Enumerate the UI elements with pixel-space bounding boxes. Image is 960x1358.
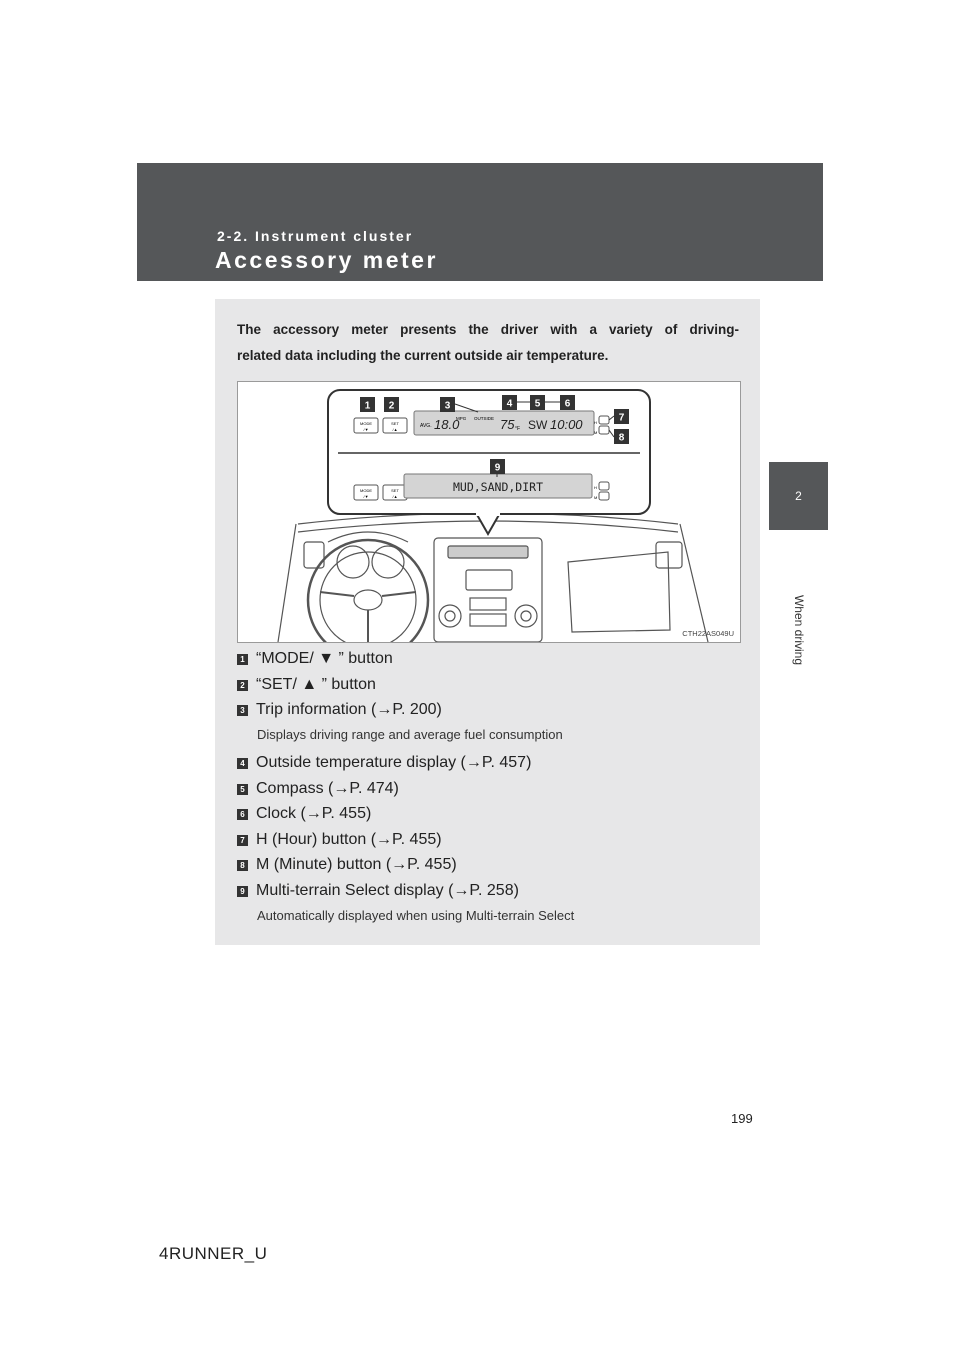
item-number: 3 [237, 705, 248, 716]
page-title: Accessory meter [215, 247, 438, 273]
outside-label: OUTSIDE [474, 416, 495, 421]
item-text: Trip information (→P. 200) [256, 701, 442, 718]
svg-text:/▼: /▼ [363, 427, 369, 432]
item-number: 7 [237, 835, 248, 846]
mode-label-top: MODE [360, 421, 372, 426]
temp-value: 75 [500, 417, 515, 432]
mpg-value: 18.0 [434, 417, 460, 432]
item-text: Outside temperature display (→P. 457) [256, 754, 532, 771]
svg-text:/▼: /▼ [363, 494, 369, 499]
list-item [237, 882, 519, 900]
mode-button-bottom [354, 485, 378, 500]
item-subtext: Displays driving range and average fuel consumption [257, 727, 563, 742]
svg-text:/▲: /▲ [392, 427, 398, 432]
item-text: M (Minute) button (→P. 455) [256, 856, 457, 873]
compass-value: SW [528, 418, 548, 432]
svg-text:/▲: /▲ [392, 494, 398, 499]
set-button-bottom [383, 485, 407, 500]
m-label-top: M [594, 430, 598, 435]
footer-label: 4RUNNER_U [159, 1244, 268, 1263]
svg-text:9: 9 [494, 462, 501, 474]
list-item [237, 780, 399, 798]
item-number: 6 [237, 809, 248, 820]
item-subtext: Automatically displayed when using Multi-terrain Select [257, 908, 575, 923]
header-bar [137, 163, 823, 281]
chapter-tab: 2 [769, 462, 828, 530]
item-number: 8 [237, 860, 248, 871]
mode-button-top [354, 418, 378, 433]
svg-text:8: 8 [618, 432, 625, 444]
dashboard-drawing [278, 513, 708, 642]
m-button-bottom [599, 492, 609, 500]
list-item [237, 856, 457, 874]
svg-text:3: 3 [444, 400, 451, 412]
clock-value: 10:00 [550, 417, 583, 432]
list-item [237, 676, 376, 694]
avg-label: AVG. [420, 423, 432, 429]
svg-text:5: 5 [534, 398, 541, 410]
item-text: Multi-terrain Select display (→P. 258) [256, 882, 519, 899]
list-item [237, 754, 531, 772]
item-number: 4 [237, 758, 248, 769]
svg-text:2: 2 [388, 400, 395, 412]
h-label-bottom: H [594, 485, 597, 490]
h-label-top: H [594, 420, 597, 425]
set-label-top: SET [391, 421, 399, 426]
item-text: Clock (→P. 455) [256, 805, 372, 822]
intro-line-1: The accessory meter presents the driver with a variety of driving- [237, 322, 739, 337]
h-button-bottom [599, 482, 609, 490]
set-button-top [383, 418, 407, 433]
list-item [237, 650, 393, 668]
svg-text:1: 1 [364, 400, 371, 412]
item-number: 5 [237, 784, 248, 795]
h-button-top [599, 416, 609, 424]
list-item [237, 831, 442, 849]
item-number: 2 [237, 680, 248, 691]
dashboard-figure [237, 381, 741, 643]
item-text: “MODE/ ▼ ” button [256, 650, 393, 667]
item-number: 9 [237, 886, 248, 897]
list-item [237, 701, 442, 719]
m-label-bottom: M [594, 495, 598, 500]
svg-text:7: 7 [618, 412, 625, 424]
svg-text:4: 4 [506, 398, 513, 410]
set-label-bottom: SET [391, 488, 399, 493]
figure-code: CTH22AS049U [682, 629, 734, 638]
page-number: 199 [731, 1111, 753, 1126]
item-number: 1 [237, 654, 248, 665]
item-text: H (Hour) button (→P. 455) [256, 831, 442, 848]
list-item [237, 805, 371, 823]
mode-label-bottom: MODE [360, 488, 372, 493]
content-panel [215, 299, 760, 945]
temp-unit: °F [515, 426, 521, 432]
dashboard-illustration [238, 382, 740, 642]
item-text: “SET/ ▲ ” button [256, 676, 376, 693]
section-title: 2-2. Instrument cluster [217, 228, 414, 244]
item-text: Compass (→P. 474) [256, 780, 399, 797]
chapter-label: When driving [792, 594, 806, 666]
mpg-unit: MPG [456, 416, 467, 421]
intro-line-2: related data including the current outside air temperature. [237, 348, 609, 363]
terrain-value: MUD,SAND,DIRT [452, 480, 544, 494]
svg-text:6: 6 [564, 398, 571, 410]
m-button-top [599, 426, 609, 434]
